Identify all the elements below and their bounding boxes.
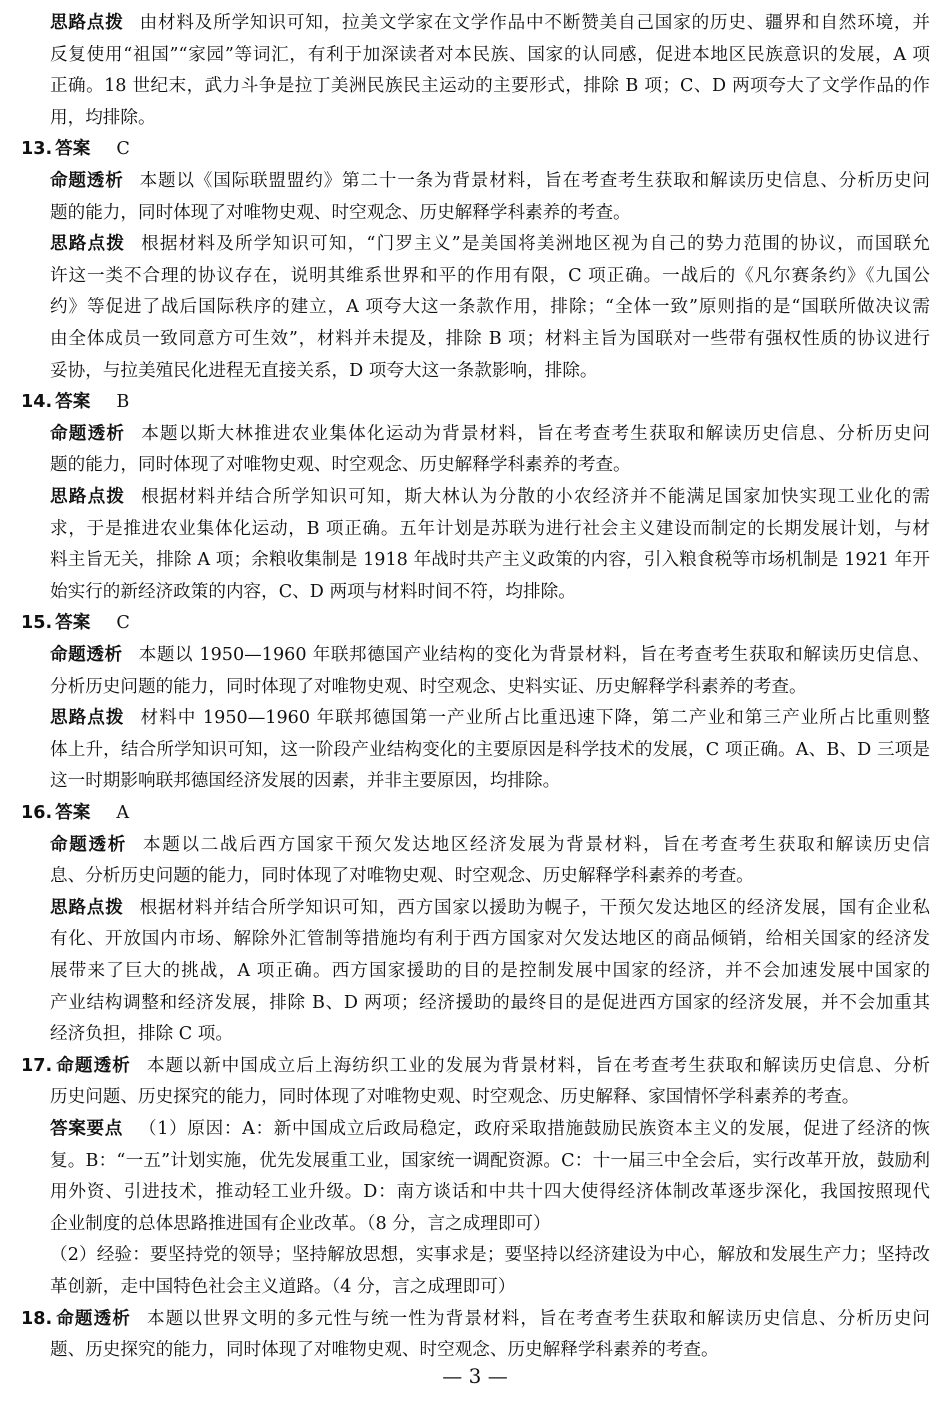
text-line: [50, 735, 930, 765]
section-label: 思路点拨: [50, 897, 124, 918]
section-label: 思路点拨: [50, 708, 125, 729]
body-text: （1）原因：A：新中国成立后政局稳定，政府采取措施鼓励民族资本主义的发展，促进了经济的恢: [139, 1119, 930, 1139]
body-text: 题、历史探究的能力，同时体现了对唯物史观、时空观念、历史解释学科素养的考查。: [50, 1340, 719, 1361]
answer-choice: C: [116, 613, 130, 634]
question-number: 17.: [21, 1055, 53, 1076]
body-text: 题的能力，同时体现了对唯物史观、时空观念、历史解释学科素养的考查。: [50, 202, 631, 223]
text-line: [50, 703, 930, 733]
text-line: [50, 1146, 930, 1176]
body-text: 根据材料并结合所学知识可知，斯大林认为分散的小农经济并不能满足国家加快实现工业化的需: [141, 487, 930, 507]
text-line: [50, 1177, 930, 1207]
text-line: [50, 450, 930, 480]
body-text: 这一时期影响联邦德国经济发展的因素，并非主要原因，均排除。: [50, 771, 561, 792]
question-number: 16.: [21, 803, 53, 823]
text-line: [50, 482, 930, 512]
text-line: [50, 103, 930, 133]
body-text: 本题以斯大林推进农业集体化运动为背景材料，旨在考查考生获取和解读历史信息、分析历史问: [141, 423, 930, 444]
body-text: 求，于是推进农业集体化运动，B 项正确。五年计划是苏联为进行社会主义建设而制定的长期发展计划，与材: [50, 518, 930, 539]
text-line: [21, 608, 930, 638]
text-line: [50, 1019, 930, 1049]
text-line: [50, 766, 930, 796]
body-text: 企业制度的总体思路推进国有企业改革。（8 分，言之成理即可）: [50, 1213, 551, 1234]
text-line: [50, 893, 930, 923]
body-text: 体上升，结合所学知识可知，这一阶段产业结构变化的主要原因是科学技术的发展，C 项正确。A、B、D 三项是: [50, 739, 930, 760]
text-line: [50, 830, 930, 860]
section-label: 命题透析: [50, 834, 127, 855]
text-line: [50, 514, 930, 544]
body-text: 约》等促进了战后国际秩序的建立，A 项夸大这一条款作用，排除；“全体一致”原则指的是“国联所做决议需: [50, 297, 930, 318]
section-label: 命题透析: [50, 423, 126, 444]
text-line: [21, 798, 930, 828]
question-number: 13.: [21, 139, 53, 160]
text-line: [50, 8, 930, 38]
text-line: [50, 672, 930, 702]
answer-choice: A: [116, 803, 130, 823]
text-line: [50, 198, 930, 228]
text-line: [50, 924, 930, 954]
text-line: [50, 1272, 930, 1302]
section-label: 命题透析: [50, 645, 123, 665]
body-text: 历史问题、历史探究的能力，同时体现了对唯物史观、时空观念、历史解释、家国情怀学科素养的考查。: [50, 1087, 860, 1108]
text-line: [50, 40, 930, 70]
text-line: [50, 324, 930, 354]
answer-choice: B: [116, 392, 130, 413]
section-label: 答案: [55, 139, 91, 160]
body-text: 材料中 1950—1960 年联邦德国第一产业所占比重迅速下降，第二产业和第三产业所占比重则整: [140, 708, 930, 729]
text-line: [50, 545, 930, 575]
body-text: 由材料及所学知识可知，拉美文学家在文学作品中不断赞美自己国家的历史、疆界和自然环境，并: [139, 13, 930, 33]
text-line: [50, 419, 930, 449]
body-text: 反复使用“祖国”“家园”等词汇，有利于加深读者对本民族、国家的认同感，促进本地区民族意识的发展，A 项: [50, 44, 930, 65]
body-text: 分析历史问题的能力，同时体现了对唯物史观、时空观念、史料实证、历史解释学科素养的考查。: [50, 676, 807, 697]
body-text: 用，均排除。: [50, 107, 156, 128]
body-text: 产业结构调整和经济发展，排除 B、D 两项；经济援助的最终目的是促进西方国家的经济发展，并不会加重其: [50, 992, 930, 1013]
section-label: 命题透析: [55, 1308, 131, 1329]
body-text: 息、分析历史问题的能力，同时体现了对唯物史观、时空观念、历史解释学科素养的考查。: [50, 866, 754, 887]
section-label: 思路点拨: [50, 487, 126, 507]
text-line: [21, 1051, 930, 1081]
section-label: 答案: [55, 613, 91, 634]
body-text: 用外资、引进技术，推动轻工业升级。D：南方谈话和中共十四大使得经济体制改革逐步深化，我国按照现代: [50, 1182, 930, 1203]
text-line: [50, 1209, 930, 1239]
answer-choice: C: [116, 139, 130, 160]
body-text: 本题以《国际联盟盟约》第二十一条为背景材料，旨在考查考生获取和解读历史信息、分析历史问: [139, 171, 930, 191]
section-label: 思路点拨: [50, 234, 126, 255]
body-text: 根据材料及所学知识可知，“门罗主义”是美国将美洲地区视为自己的势力范围的协议，而国联允: [141, 234, 930, 255]
body-text: 有化、开放国内市场、解除外汇管制等措施均有利于西方国家对欠发达地区的商品倾销，给相关国家的经济发: [50, 929, 930, 950]
text-line: [50, 292, 930, 322]
text-line: [50, 166, 930, 196]
body-text: 本题以二战后西方国家干预欠发达地区经济发展为背景材料，旨在考查考生获取和解读历史信: [142, 834, 930, 855]
body-text: 展带来了巨大的挑战，A 项正确。西方国家援助的目的是控制发展中国家的经济，并不会加速发展中国家的: [50, 961, 930, 981]
body-text: 题的能力，同时体现了对唯物史观、时空观念、历史解释学科素养的考查。: [50, 455, 631, 476]
text-line: [50, 988, 930, 1018]
text-line: [50, 229, 930, 259]
section-label: 命题透析: [55, 1055, 131, 1076]
text-line: [50, 1114, 930, 1144]
body-text: 本题以新中国成立后上海纺织工业的发展为背景材料，旨在考查考生获取和解读历史信息、分析: [146, 1055, 930, 1076]
text-line: [50, 861, 930, 891]
section-label: 答案要点: [50, 1119, 123, 1139]
text-line: [50, 956, 930, 986]
body-text: 妥协，与拉美殖民化进程无直接关系，D 项夸大这一条款影响，排除。: [50, 360, 598, 381]
text-line: [50, 640, 930, 670]
page-number: — 3 —: [442, 1364, 508, 1388]
body-text: （2）经验：要坚持党的领导；坚持解放思想，实事求是；要坚持以经济建设为中心，解放和发展生产力；坚持改: [50, 1245, 930, 1266]
body-text: 本题以 1950—1960 年联邦德国产业结构的变化为背景材料，旨在考查考生获取和解读历史信息、: [138, 645, 930, 665]
section-label: 答案: [55, 392, 91, 413]
question-number: 18.: [21, 1308, 53, 1329]
section-label: 答案: [55, 803, 91, 823]
text-line: [21, 1304, 930, 1334]
body-text: 根据材料并结合所学知识可知，西方国家以援助为幌子，干预欠发达地区的经济发展，国有企业私: [139, 897, 930, 918]
body-text: 始实行的新经济政策的内容，C、D 两项与材料时间不符，均排除。: [50, 581, 576, 602]
question-number: 15.: [21, 613, 53, 634]
body-text: 复。B：“一五”计划实施，优先发展重工业，国家统一调配资源。C：十一届三中全会后，实行改革开放，鼓励利: [50, 1150, 930, 1171]
text-line: [50, 261, 930, 291]
section-label: 思路点拨: [50, 13, 124, 33]
text-line: [21, 134, 930, 164]
body-text: 正确。18 世纪末，武力斗争是拉丁美洲民族民主运动的主要形式，排除 B 项；C、D 两项夸大了文学作品的作: [50, 76, 930, 97]
body-text: 由全体成员一致同意方可生效”，材料并未提及，排除 B 项；材料主旨为国联对一些带有强权性质的协议进行: [50, 329, 930, 349]
body-text: 本题以世界文明的多元性与统一性为背景材料，旨在考查考生获取和解读历史信息、分析历史问: [146, 1308, 930, 1329]
text-line: [21, 387, 930, 417]
body-text: 革创新，走中国特色社会主义道路。（4 分，言之成理即可）: [50, 1277, 516, 1297]
section-label: 命题透析: [50, 171, 124, 191]
text-line: [50, 1240, 930, 1270]
text-line: [50, 71, 930, 101]
body-text: 料主旨无关，排除 A 项；余粮收集制是 1918 年战时共产主义政策的内容，引入粮食税等市场机制是 1921 年开: [50, 550, 930, 571]
text-line: [50, 577, 930, 607]
text-line: [50, 356, 930, 386]
body-text: 许这一类不合理的协议存在，说明其维系世界和平的作用有限，C 项正确。一战后的《凡尔赛条约》《九国公: [50, 265, 930, 286]
question-number: 14.: [21, 392, 53, 413]
body-text: 经济负担，排除 C 项。: [50, 1024, 233, 1045]
text-line: [50, 1082, 930, 1112]
